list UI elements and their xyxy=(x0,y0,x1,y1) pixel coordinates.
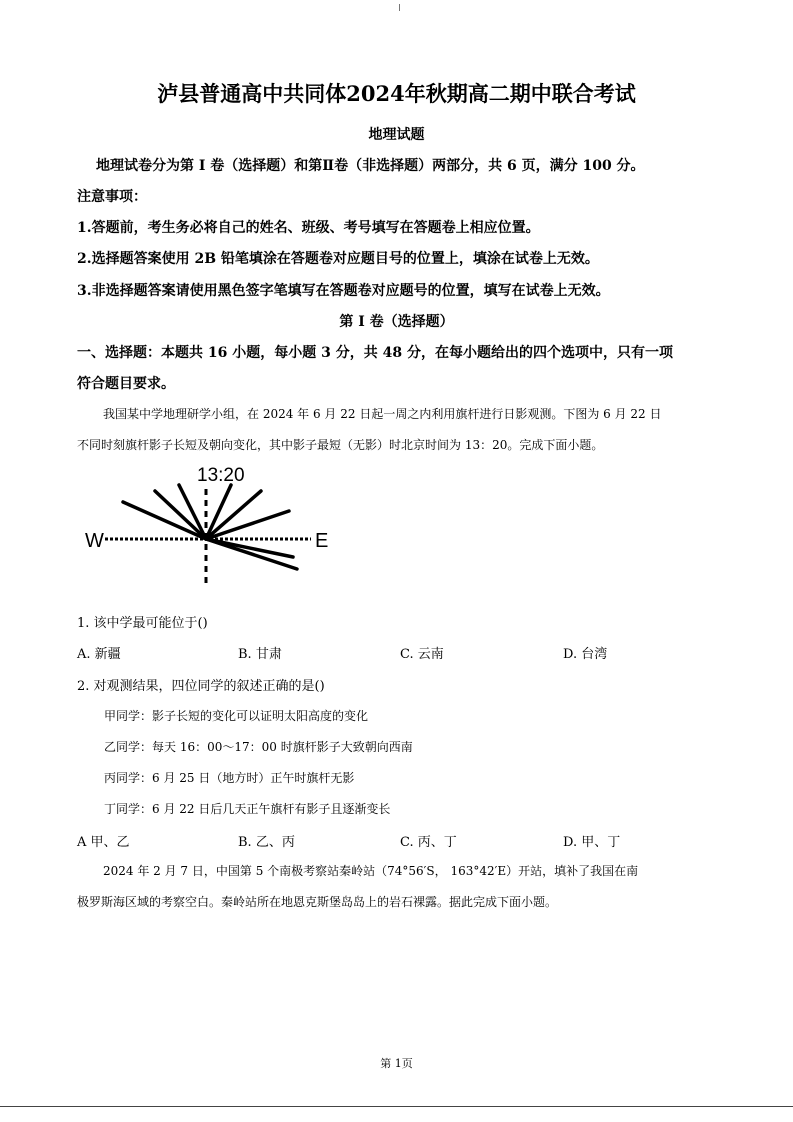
shadow-line xyxy=(155,491,206,539)
question-2-stem: 2. 对观测结果，四位同学的叙述正确的是() xyxy=(77,679,325,694)
q2-statement-yi: 乙同学：每天 16：00～17：00 时旗杆影子大致朝向西南 xyxy=(104,740,413,754)
q1-option-b: B. 甘肃 xyxy=(238,647,282,662)
diagram-west-label: W xyxy=(85,530,104,552)
q2-option-b: B. 乙、丙 xyxy=(238,835,295,850)
question-1-stem: 1. 该中学最可能位于() xyxy=(77,616,208,631)
q2-statement-jia: 甲同学：影子长短的变化可以证明太阳高度的变化 xyxy=(104,709,369,723)
q1-option-a: A. 新疆 xyxy=(77,647,121,662)
exam-title: 泸县普通高中共同体2024年秋期高二期中联合考试 xyxy=(157,81,636,106)
exam-intro: 地理试卷分为第 I 卷（选择题）和第Ⅱ卷（非选择题）两部分，共 6 页，满分 100 分。 xyxy=(96,158,645,174)
diagram-east-label: E xyxy=(315,530,329,552)
q2-option-d: D. 甲、丁 xyxy=(563,835,621,850)
section-heading-line2: 符合题目要求。 xyxy=(77,376,175,392)
q2-statement-ding: 丁同学：6 月 22 日后几天正午旗杆有影子且逐渐变长 xyxy=(104,802,391,816)
section-heading-line1: 一、选择题：本题共 16 小题，每小题 3 分，共 48 分，在每小题给出的四个选项中，只有一项 xyxy=(77,345,673,361)
top-tick-mark xyxy=(399,4,400,11)
diagram-time-label: 13:20 xyxy=(197,465,245,486)
shadow-line xyxy=(206,491,261,539)
notice-heading: 注意事项： xyxy=(77,189,147,205)
q1-option-d: D. 台湾 xyxy=(563,647,608,662)
q2-option-c: C. 丙、丁 xyxy=(400,835,457,850)
notice-item-3: 3.非选择题答案请使用黑色签字笔填写在答题卷对应题号的位置，填写在试卷上无效。 xyxy=(77,283,610,299)
shadow-line xyxy=(123,502,206,539)
passage1-line2: 不同时刻旗杆影子长短及朝向变化，其中影子最短（无影）时北京时间为 13：20。完成下面小题。 xyxy=(77,438,604,452)
passage2-line1: 2024 年 2 月 7 日，中国第 5 个南极考察站秦岭站（74°56′S， 163°42′E）开站，填补了我国在南 xyxy=(103,864,639,878)
page-number: 第 1页 xyxy=(380,1057,413,1070)
q2-option-a: A 甲、乙 xyxy=(77,835,130,850)
part-heading: 第 I 卷（选择题） xyxy=(339,314,454,330)
passage1-line1: 我国某中学地理研学小组，在 2024 年 6 月 22 日起一周之内利用旗杆进行日影观测。下图为 6 月 22 日 xyxy=(103,407,662,421)
passage2-line2: 极罗斯海区域的考察空白。秦岭站所在地恩克斯堡岛岛上的岩石裸露。据此完成下面小题。 xyxy=(77,895,558,909)
subject-title: 地理试题 xyxy=(368,127,425,143)
shadow-lines xyxy=(123,485,297,569)
notice-item-1: 1.答题前，考生务必将自己的姓名、班级、考号填写在答题卷上相应位置。 xyxy=(77,220,540,236)
q2-statement-bing: 丙同学：6 月 25 日（地方时）正午时旗杆无影 xyxy=(104,771,355,785)
bottom-rule xyxy=(0,1106,793,1107)
q1-option-c: C. 云南 xyxy=(400,647,444,662)
shadow-line xyxy=(179,485,206,539)
shadow-diagram xyxy=(75,455,345,585)
notice-item-2: 2.选择题答案使用 2B 铅笔填涂在答题卷对应题目号的位置上，填涂在试卷上无效。 xyxy=(77,251,599,267)
